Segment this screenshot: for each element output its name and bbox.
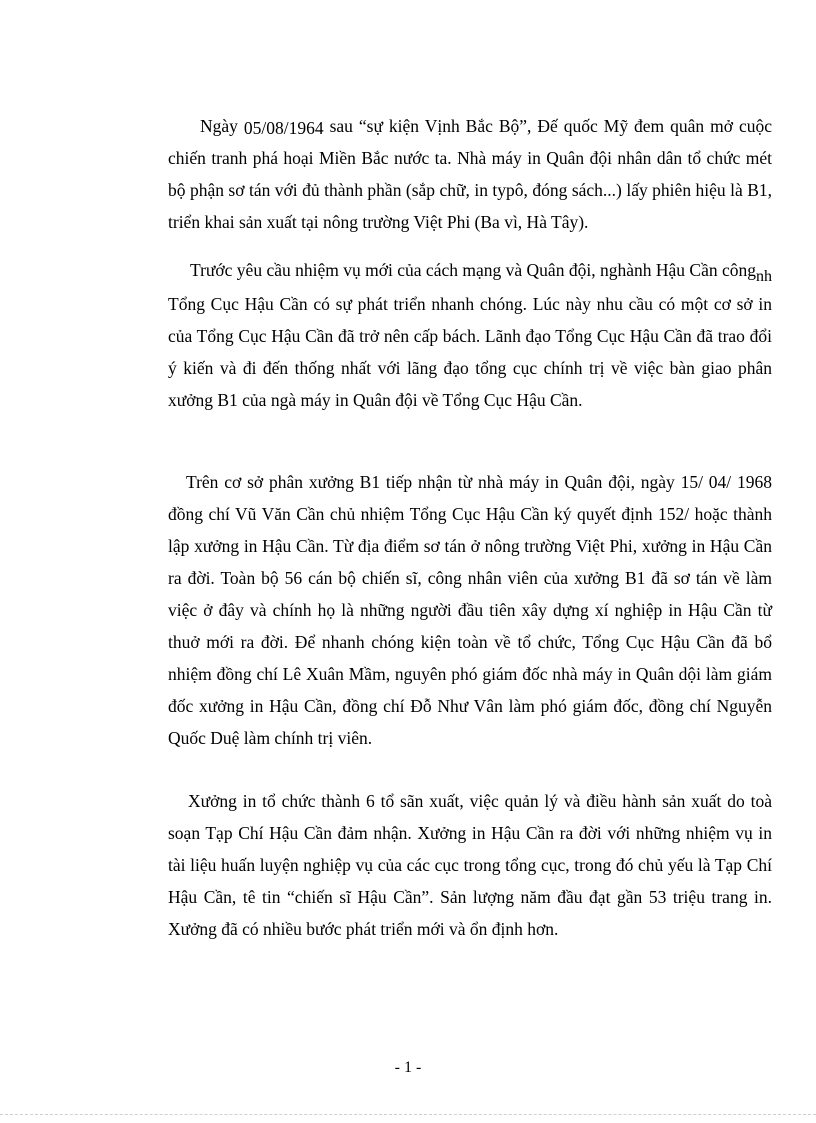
paragraph-4-text: Xưởng in tổ chức thành 6 tổ sãn xuất, việc quản lý và điều hành sản xuất do toà soạn Tạp Chí Hậu Cần đảm nhận. Xưởng in Hậu Cần ra đời với những nhiệm vụ in tài liệu huấn luyện nghiệp vụ của các cục trong tổng cục, trong đó chủ yếu là Tạp Chí Hậu Cần, tê tin “chiến sĩ Hậu Cần”. Sản lượng năm đầu đạt gần 53 triệu trang in. Xưởng đã có nhiều bước phát triển mới và ổn định hơn. xyxy=(168,791,772,939)
page-bottom-divider xyxy=(0,1114,816,1115)
paragraph-4 xyxy=(168,785,772,945)
paragraph-2-subscript: nh xyxy=(756,268,772,285)
paragraph-1-lead: Ngày xyxy=(200,116,244,136)
page-number: - 1 - xyxy=(394,1059,422,1076)
paragraph-3-text: Trên cơ sở phân xưởng B1 tiếp nhận từ nhà máy in Quân đội, ngày 15/ 04/ 1968 đồng chí Vũ Văn Cần chủ nhiệm Tổng Cục Hậu Cần ký quyết định 152/ hoặc thành lập xưởng in Hậu Cần. Từ địa điểm sơ tán ở nông trường Việt Phi, xưởng in Hậu Cần ra đời. Toàn bộ 56 cán bộ chiến sĩ, công nhân viên của xưởng B1 đã sơ tán về làm việc ở đây và chính họ là những người đầu tiên xây dựng xí nghiệp in Hậu Cần từ thuở mới ra đời. Để nhanh chóng kiện toàn về tổ chức, Tổng Cục Hậu Cần đã bổ nhiệm đồng chí Lê Xuân Mầm, nguyên phó giám đốc nhà máy in Quân dội làm giám đốc xưởng in Hậu Cần, đồng chí Đỗ Như Vân làm phó giám đốc, đồng chí Nguyễn Quốc Duệ làm chính trị viên. xyxy=(168,472,772,748)
paragraph-1-rest: sau “sự kiện Vịnh Bắc Bộ”, Đế quốc Mỹ đem quân mở cuộc chiến tranh phá hoại Miền Bắc nước ta. Nhà máy in Quân đội nhân dân tổ chức mét bộ phận sơ tán với đủ thành phần (sắp chữ, in typô, đóng sách...) lấy phiên hiệu là B1, triển khai sản xuất tại nông trường Việt Phi (Ba vì, Hà Tây). xyxy=(168,116,773,232)
paragraph-3 xyxy=(168,466,772,754)
paragraph-1 xyxy=(168,110,772,238)
paragraph-2-lead: Trước yêu cầu nhiệm vụ mới của cách mạng và Quân đội, nghành Hậu Cần công xyxy=(190,260,756,280)
paragraph-2 xyxy=(168,254,786,416)
paragraph-1-date: 05/08/1964 xyxy=(243,118,324,138)
paragraph-2-rest: Tổng Cục Hậu Cần có sự phát triển nhanh chóng. Lúc này nhu cầu có một cơ sở in của Tổng Cục Hậu Cần đã trở nên cấp bách. Lãnh đạo Tổng Cục Hậu Cần đã trao đổi ý kiến và đi đến thống nhất với lãng đạo tổng cục chính trị về việc bàn giao phân xưởng B1 của ngà máy in Quân đội về Tổng Cục Hậu Cần. xyxy=(168,260,786,410)
